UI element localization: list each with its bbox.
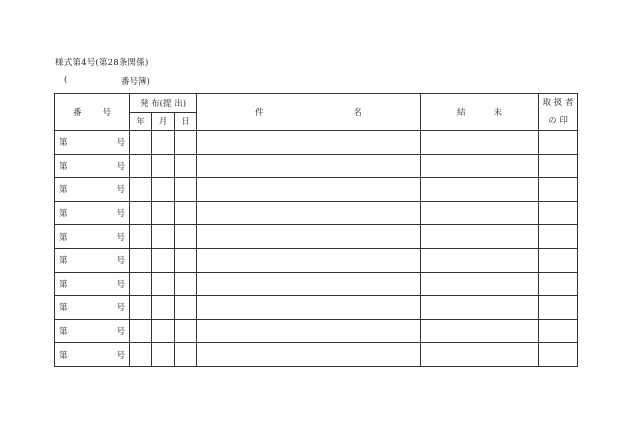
row-day-cell[interactable] (175, 296, 197, 320)
row-day-cell[interactable] (175, 154, 197, 178)
row-month-cell[interactable] (152, 201, 175, 225)
row-year-cell[interactable] (130, 201, 152, 225)
table-row (55, 319, 578, 343)
row-subject-cell[interactable] (197, 225, 421, 249)
header-result: 結 末 (421, 94, 539, 131)
row-result-cell[interactable] (421, 319, 539, 343)
table-row (55, 343, 578, 367)
row-result-cell[interactable] (421, 225, 539, 249)
row-handler-cell[interactable] (539, 272, 578, 296)
row-number-cell: 第 号 (55, 178, 130, 202)
table-row (55, 178, 578, 202)
row-month-cell[interactable] (152, 154, 175, 178)
row-number-cell: 第 号 (55, 343, 130, 367)
row-result-cell[interactable] (421, 248, 539, 272)
row-day-cell[interactable] (175, 225, 197, 249)
row-day-cell[interactable] (175, 343, 197, 367)
row-year-cell[interactable] (130, 319, 152, 343)
header-year: 年 (130, 112, 152, 131)
row-result-cell[interactable] (421, 272, 539, 296)
row-year-cell[interactable] (130, 131, 152, 155)
table-row (55, 272, 578, 296)
header-number: 番 号 (55, 94, 130, 131)
row-month-cell[interactable] (152, 319, 175, 343)
row-number-cell: 第 号 (55, 248, 130, 272)
row-number-cell: 第 号 (55, 131, 130, 155)
row-month-cell[interactable] (152, 225, 175, 249)
table-row (55, 225, 578, 249)
row-handler-cell[interactable] (539, 178, 578, 202)
row-subject-cell[interactable] (197, 178, 421, 202)
header-row (55, 94, 578, 113)
row-subject-cell[interactable] (197, 319, 421, 343)
row-year-cell[interactable] (130, 296, 152, 320)
row-month-cell[interactable] (152, 178, 175, 202)
row-year-cell[interactable] (130, 272, 152, 296)
row-month-cell[interactable] (152, 296, 175, 320)
row-number-cell: 第 号 (55, 272, 130, 296)
table-row (55, 296, 578, 320)
row-month-cell[interactable] (152, 272, 175, 296)
row-subject-cell[interactable] (197, 248, 421, 272)
row-handler-cell[interactable] (539, 296, 578, 320)
table-row (55, 201, 578, 225)
row-month-cell[interactable] (152, 248, 175, 272)
row-subject-cell[interactable] (197, 154, 421, 178)
row-number-cell: 第 号 (55, 154, 130, 178)
row-month-cell[interactable] (152, 131, 175, 155)
header-day: 日 (175, 112, 197, 131)
row-subject-cell[interactable] (197, 296, 421, 320)
table-row (55, 131, 578, 155)
row-handler-cell[interactable] (539, 343, 578, 367)
row-handler-cell[interactable] (539, 319, 578, 343)
row-result-cell[interactable] (421, 131, 539, 155)
row-day-cell[interactable] (175, 131, 197, 155)
row-number-cell: 第 号 (55, 225, 130, 249)
header-month: 月 (152, 112, 175, 131)
row-year-cell[interactable] (130, 248, 152, 272)
row-number-cell: 第 号 (55, 319, 130, 343)
row-result-cell[interactable] (421, 178, 539, 202)
header-issue: 発 布(提 出) (130, 94, 197, 113)
table-row (55, 154, 578, 178)
row-result-cell[interactable] (421, 201, 539, 225)
row-subject-cell[interactable] (197, 272, 421, 296)
row-day-cell[interactable] (175, 319, 197, 343)
row-subject-cell[interactable] (197, 201, 421, 225)
row-subject-cell[interactable] (197, 343, 421, 367)
row-handler-cell[interactable] (539, 131, 578, 155)
row-day-cell[interactable] (175, 272, 197, 296)
row-day-cell[interactable] (175, 178, 197, 202)
row-year-cell[interactable] (130, 154, 152, 178)
row-handler-cell[interactable] (539, 201, 578, 225)
register-table (54, 93, 578, 367)
form-title: 様式第4号(第28条関係) (55, 58, 149, 68)
row-subject-cell[interactable] (197, 131, 421, 155)
row-year-cell[interactable] (130, 343, 152, 367)
row-day-cell[interactable] (175, 201, 197, 225)
register-name-open: ( (64, 75, 68, 85)
row-result-cell[interactable] (421, 154, 539, 178)
header-handler-seal: 取 扱 者 の 印 (539, 94, 578, 131)
row-handler-cell[interactable] (539, 248, 578, 272)
row-year-cell[interactable] (130, 225, 152, 249)
row-month-cell[interactable] (152, 343, 175, 367)
row-number-cell: 第 号 (55, 296, 130, 320)
row-result-cell[interactable] (421, 296, 539, 320)
row-result-cell[interactable] (421, 343, 539, 367)
row-handler-cell[interactable] (539, 225, 578, 249)
table-row (55, 248, 578, 272)
header-subject: 件 名 (197, 94, 421, 131)
row-year-cell[interactable] (130, 178, 152, 202)
register-name-label: 番号簿) (121, 77, 150, 87)
row-day-cell[interactable] (175, 248, 197, 272)
row-handler-cell[interactable] (539, 154, 578, 178)
row-number-cell: 第 号 (55, 201, 130, 225)
